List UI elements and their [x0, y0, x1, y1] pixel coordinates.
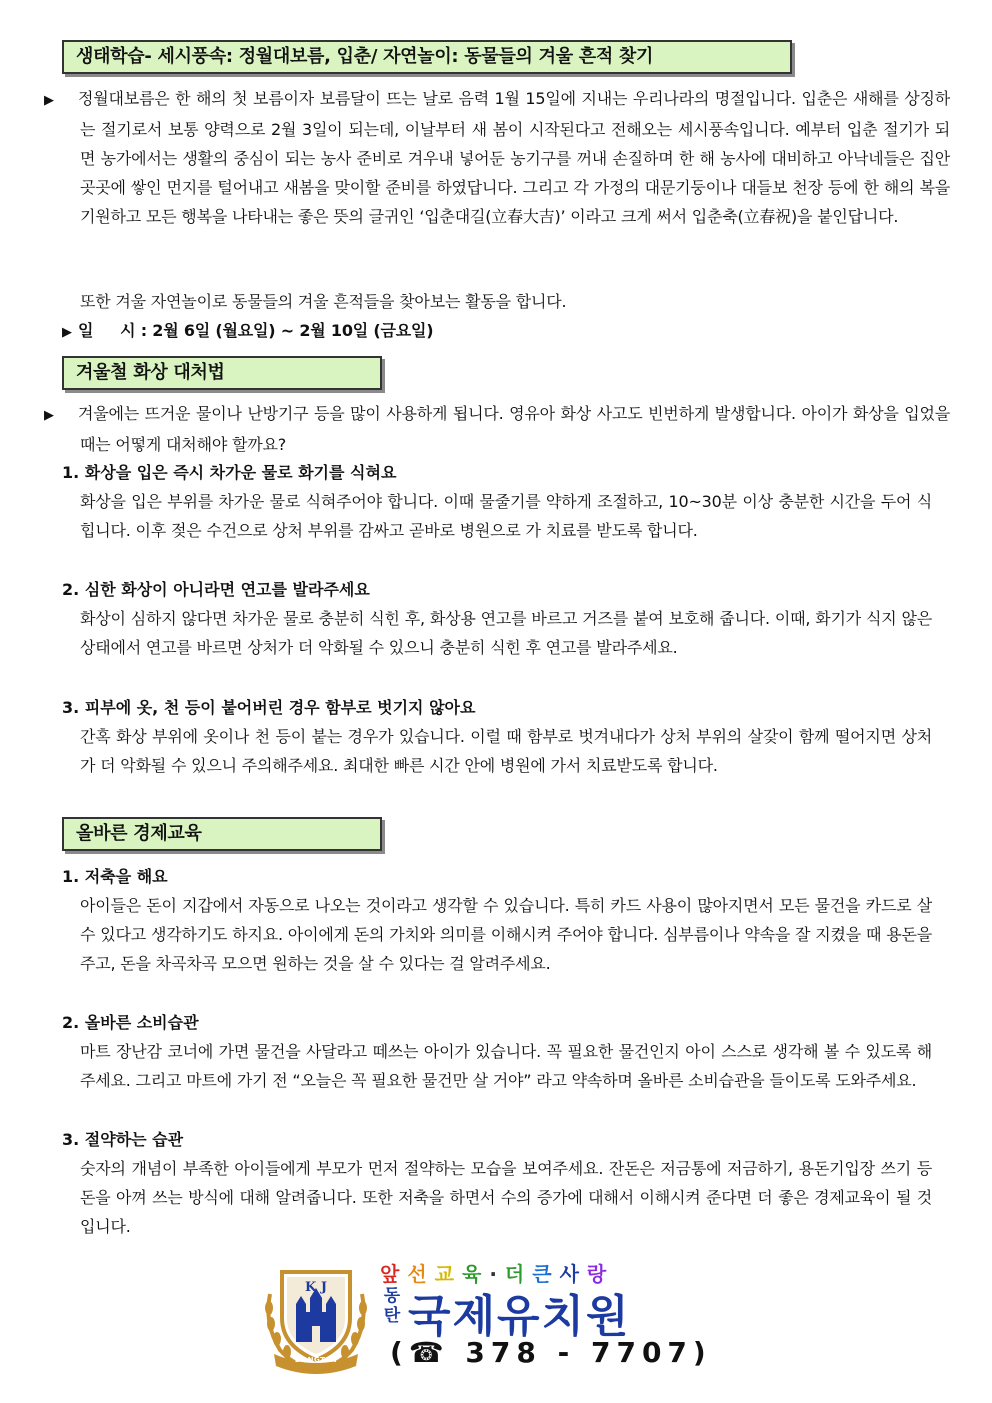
- slogan-char: 큰: [532, 1262, 560, 1286]
- slogan-char: 선: [407, 1262, 435, 1286]
- economy-item-3-body: 숫자의 개념이 부족한 아이들에게 부모가 먼저 절약하는 모습을 보여주세요. 잔돈은 저금통에 저금하기, 용돈기입장 쓰기 등 돈을 아껴 쓰는 방식에 대해 알려줍니다. 또한 저축을 하면서 수의 증가에 대해서 이해시켜 준다면 더 좋은 경제교육이 될 것입니다.: [80, 1159, 932, 1236]
- slogan-char: 더: [504, 1262, 533, 1286]
- slogan-char: 교: [434, 1262, 462, 1286]
- economy-item-1-body: 아이들은 돈이 지갑에서 자동으로 나오는 것이라고 생각할 수 있습니다. 특히 카드 사용이 많아지면서 모든 물건을 카드로 살 수 있다고 생각하기도 하지요. 아이에게 돈의 가치와 의미를 이해시켜 주어야 합니다. 심부름이나 약속을 잘 지켰을 때 용돈을 주고, 돈을 차곡차곡 모으면 원하는 것을 살 수 있다는 걸 알려주세요.: [80, 896, 932, 973]
- burn-item-2-body: 화상이 심하지 않다면 차가운 물로 충분히 식힌 후, 화상용 연고를 바르고 거즈를 붙여 보호해 줍니다. 이때, 화기가 식지 않은 상태에서 연고를 바르면 상처가 더 악화될 수 있으니 충분히 식힌 후 연고를 발라주세요.: [80, 609, 932, 657]
- slogan-char: ·: [489, 1262, 505, 1286]
- school-footer: [260, 1258, 712, 1378]
- section-title-seasonal: 생태학습- 세시풍속: 정월대보름, 입춘/ 자연놀이: 동물들의 겨울 흔적 찾기: [62, 40, 792, 74]
- economy-item-2-head: 2. 올바른 소비습관: [62, 1013, 199, 1032]
- burn-item-1-body: 화상을 입은 부위를 차가운 물로 식혀주어야 합니다. 이때 물줄기를 약하게 조절하고, 10~30분 이상 충분한 시간을 두어 식힙니다. 이후 젖은 수건으로 상처 부위를 감싸고 곧바로 병원으로 가 치료를 받도록 합니다.: [80, 492, 932, 540]
- slogan-char: 랑: [586, 1262, 615, 1286]
- economy-item-2-body: 마트 장난감 코너에 가면 물건을 사달라고 떼쓰는 아이가 있습니다. 꼭 필요한 물건인지 아이 스스로 생각해 볼 수 있도록 해주세요. 그리고 마트에 가기 전 “오늘은 꼭 필요한 물건만 살 거야” 라고 약속하며 올바른 소비습관을 들이도록 도와주세요.: [80, 1042, 932, 1090]
- section1-date: ▶ 일 시 : 2월 6일 (월요일) ~ 2월 10일 (금요일): [62, 316, 932, 347]
- slogan-char: 사: [559, 1262, 587, 1286]
- section2-intro: ▶ 겨울에는 뜨거운 물이나 난방기구 등을 많이 사용하게 됩니다. 영유아 화상 사고도 빈번하게 발생합니다. 아이가 화상을 입었을 때는 어떻게 대처해야 할까요?: [62, 399, 950, 459]
- section1-body: ▶ 정월대보름은 한 해의 첫 보름이자 보름달이 뜨는 날로 음력 1월 15일에 지내는 우리나라의 명절입니다. 입춘은 새해를 상징하는 절기로서 보통 양력으로 2월 3일이 되는데, 이날부터 새 봄이 시작된다고 전해오는 세시풍속입니다. 예부터 입춘 절기가 되면 농가에서는 생활의 중심이 되는 농사 준비로 겨우내 넣어둔 농기구를 꺼내 손질하며 한 해 농사에 대비하고 아낙네들은 집안 곳곳에 쌓인 먼지를 털어내고 새봄을 맞이할 준비를 하였답니다. 그리고 각 가정의 대문기둥이나 대들보 천장 등에 한 해의 복을 기원하고 모든 행복을 나타내는 좋은 뜻의 글귀인 ‘입춘대길(立春大吉)’ 이라고 크게 써서 입춘축(立春祝)을 붙인답니다.: [62, 84, 950, 231]
- school-phone: (☎ 378 - 7707): [390, 1336, 712, 1369]
- slogan-char: 육: [461, 1262, 490, 1286]
- crest-letters: K J: [305, 1280, 327, 1295]
- burn-item-1-head: 1. 화상을 입은 즉시 차가운 물로 화기를 식혀요: [62, 463, 397, 482]
- burn-item-3-body: 간혹 화상 부위에 옷이나 천 등이 붙는 경우가 있습니다. 이럴 때 함부로 벗겨내다가 상처 부위의 살갗이 함께 떨어지면 상처가 더 악화될 수 있으니 주의해주세요. 최대한 빠른 시간 안에 병원에 가서 치료받도록 합니다.: [80, 727, 932, 775]
- school-location: 동탄: [383, 1286, 401, 1326]
- burn-item-2-head: 2. 심한 화상이 아니라면 연고를 발라주세요: [62, 580, 370, 599]
- slogan-char: 앞: [380, 1262, 408, 1286]
- burn-item-3-head: 3. 피부에 옷, 천 등이 붙어버린 경우 함부로 벗기지 않아요: [62, 698, 476, 717]
- bullet-icon: ▶: [44, 93, 54, 108]
- section1-activity-text: 또한 겨울 자연놀이로 동물들의 겨울 흔적들을 찾아보는 활동을 합니다.: [80, 292, 567, 311]
- economy-item-1-head: 1. 저축을 해요: [62, 867, 168, 886]
- bullet-icon: ▶: [44, 408, 54, 423]
- school-name: 국제유치원: [408, 1291, 631, 1342]
- section-title-economy: 올바른 경제교육: [62, 817, 382, 851]
- section-title-burn: 겨울철 화상 대처법: [62, 356, 382, 390]
- crest-banner-text: DONGTAN: [294, 1356, 338, 1364]
- bullet-icon: ▶: [62, 325, 72, 340]
- economy-item-3-head: 3. 절약하는 습관: [62, 1130, 184, 1149]
